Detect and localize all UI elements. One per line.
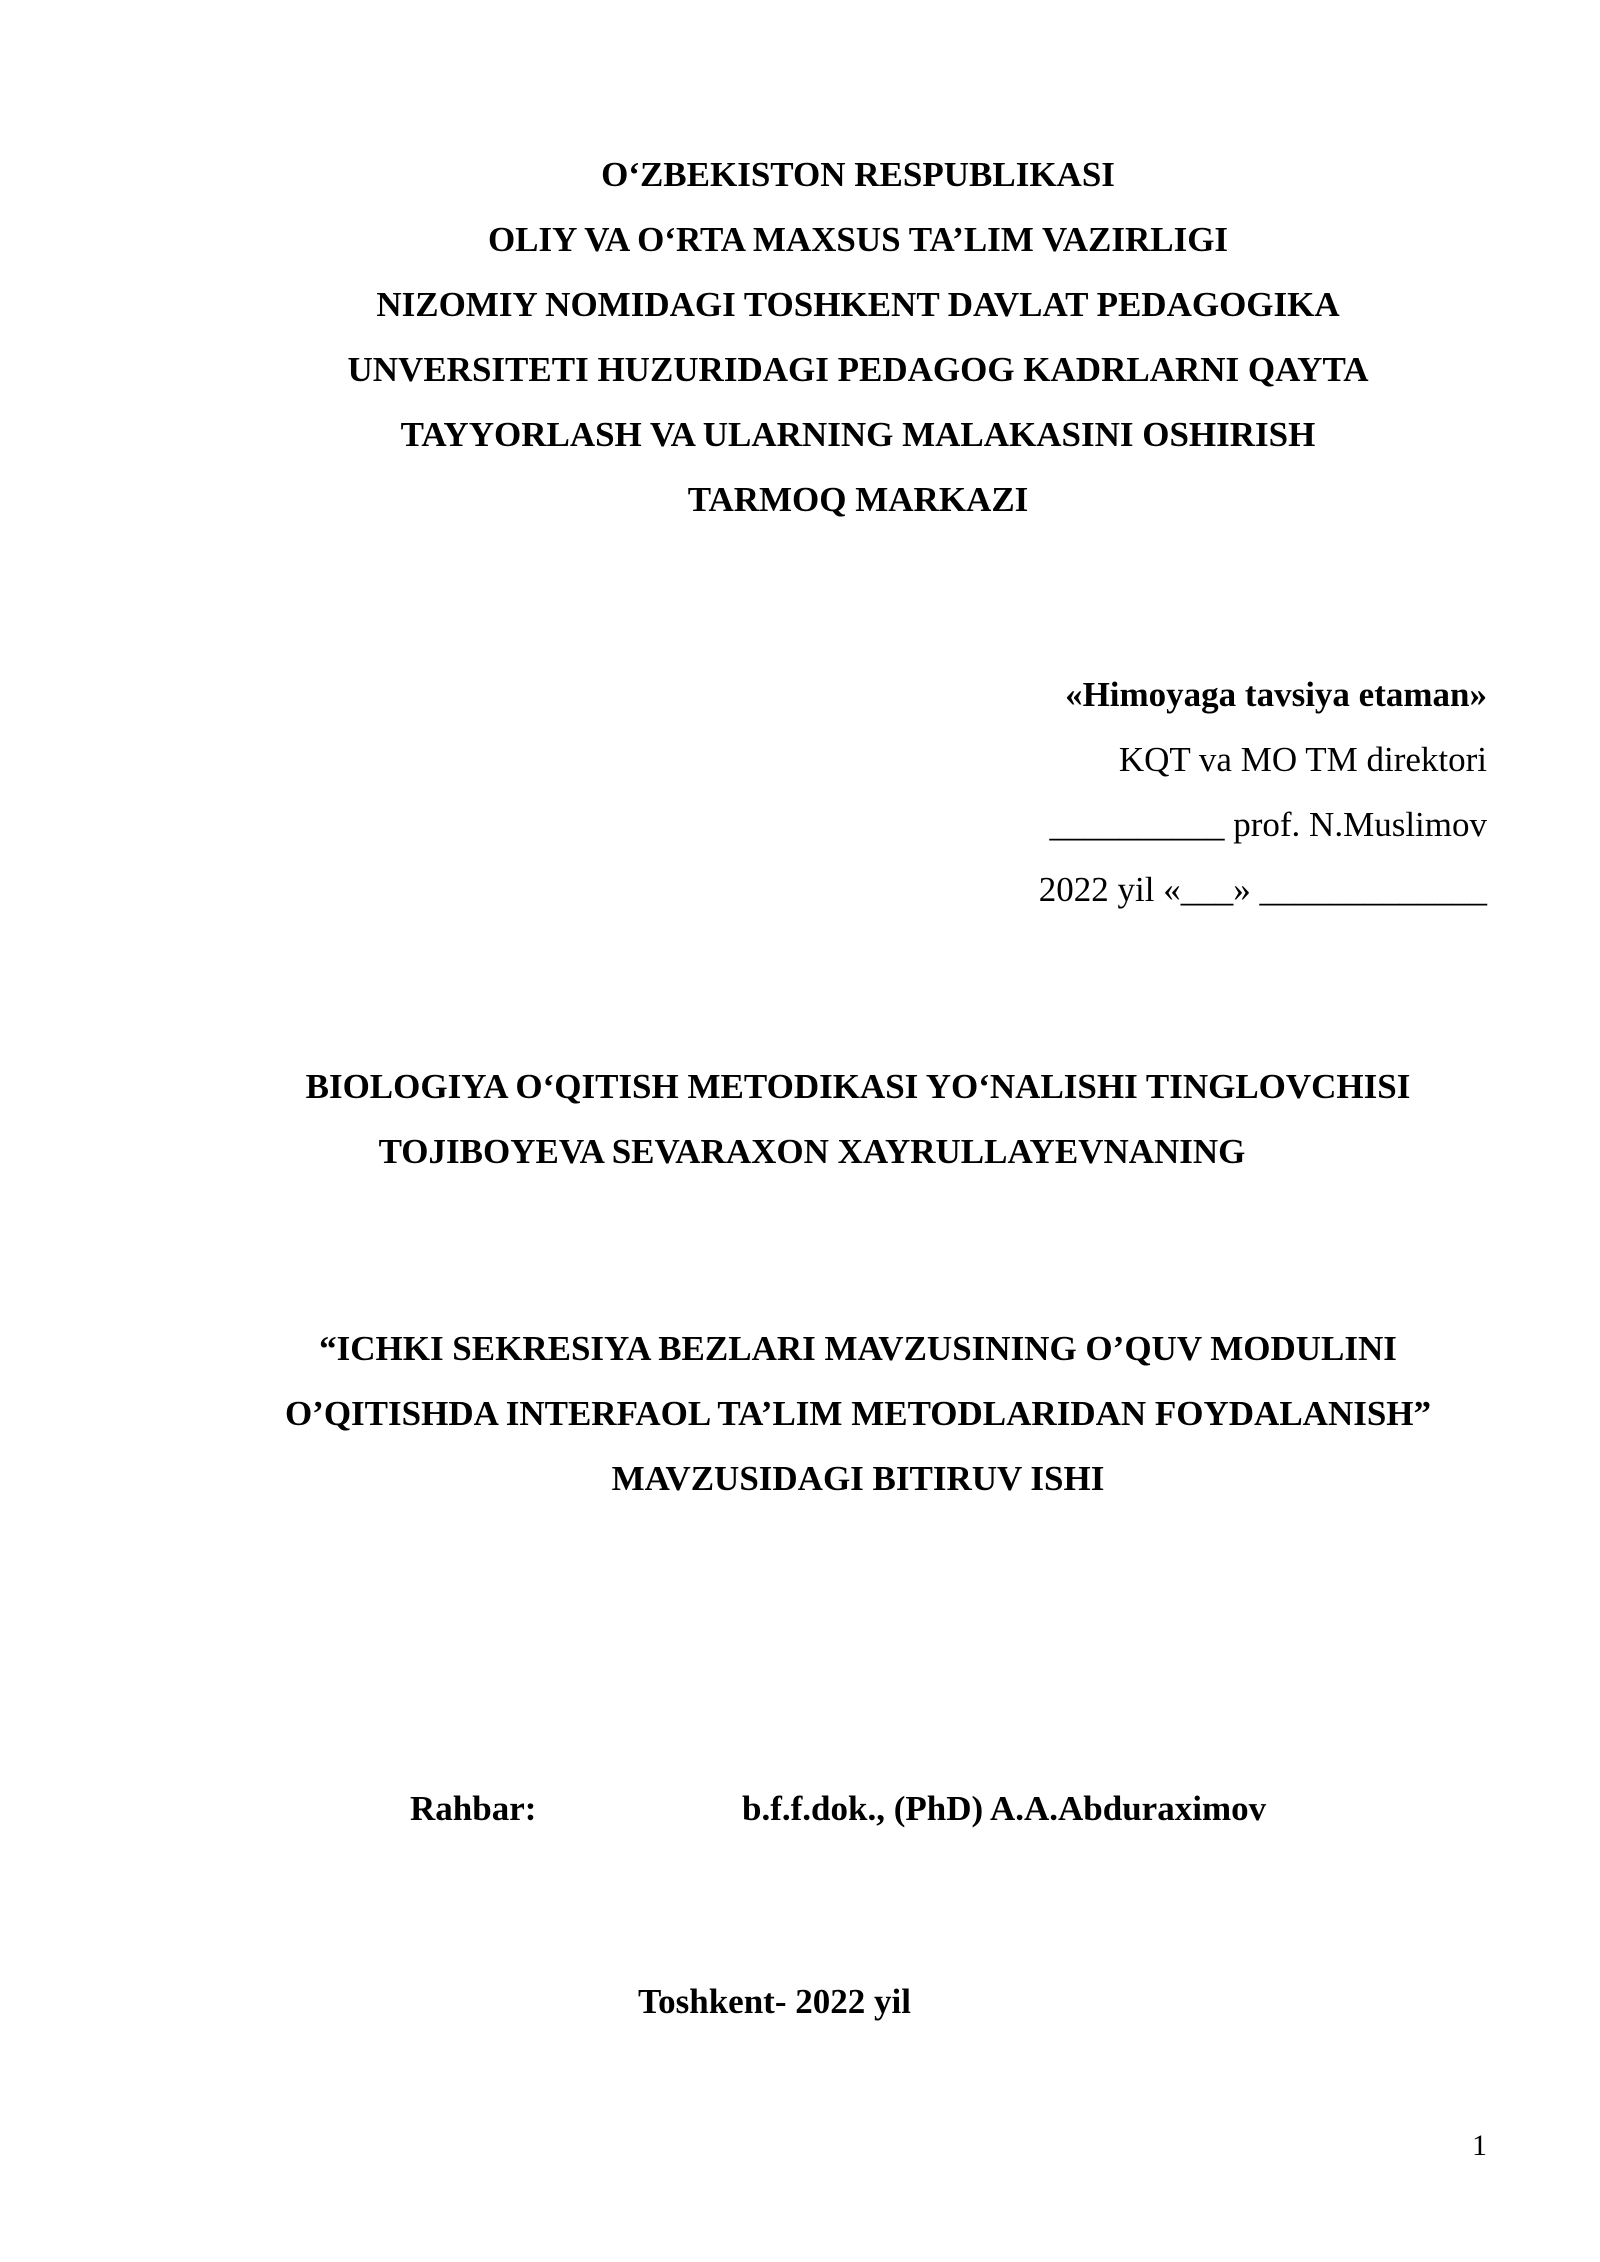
supervisor-name: b.f.f.dok., (PhD) A.A.Abduraximov [742, 1789, 1267, 1828]
header-line-university-2: UNVERSITETI HUZURIDAGI PEDAGOG KADRLARNI QAYTA [347, 350, 1369, 389]
header-line-ministry: OLIY VA O‘RTA MAXSUS TA’LIM VAZIRLIGI [487, 220, 1229, 259]
header-line-center-1: TAYYORLASH VA ULARNING MALAKASINI OSHIRISH [400, 415, 1316, 454]
student-info [0, 1054, 1600, 1184]
approval-signature-line: __________ prof. N.Muslimov [1049, 805, 1487, 844]
city-year: Toshkent- 2022 yil [638, 1982, 911, 2021]
thesis-title-line-2: O’QITISHDA INTERFAOL TA’LIM METODLARIDAN FOYDALANISH” [284, 1394, 1432, 1433]
thesis-title-line-3: MAVZUSIDAGI BITIRUV ISHI [611, 1459, 1105, 1498]
approval-stamp-block [1039, 662, 1487, 922]
supervisor-label: Rahbar: [410, 1789, 537, 1828]
student-name-line: TOJIBOYEVA SEVARAXON XAYRULLAYEVNANING [378, 1132, 1246, 1171]
header-line-center-2: TARMOQ MARKAZI [687, 480, 1029, 519]
thesis-title-line-1: “ICHKI SEKRESIYA BEZLARI MAVZUSINING O’QUV MODULINI [319, 1329, 1397, 1368]
institution-header [0, 142, 1600, 532]
header-line-country: O‘ZBEKISTON RESPUBLIKASI [601, 155, 1115, 194]
approval-date-line: 2022 yil «___» _____________ [1038, 870, 1487, 909]
header-line-university-1: NIZOMIY NOMIDAGI TOSHKENT DAVLAT PEDAGOGIKA [376, 285, 1340, 324]
thesis-title [0, 1316, 1600, 1511]
page-number: 1 [1472, 2129, 1487, 2162]
approval-position: KQT va MO TM direktori [1118, 740, 1487, 779]
approval-heading: «Himoyaga tavsiya etaman» [1065, 675, 1487, 714]
student-program-line: BIOLOGIYA O‘QITISH METODIKASI YO‘NALISHI TINGLOVCHISI [305, 1067, 1411, 1106]
